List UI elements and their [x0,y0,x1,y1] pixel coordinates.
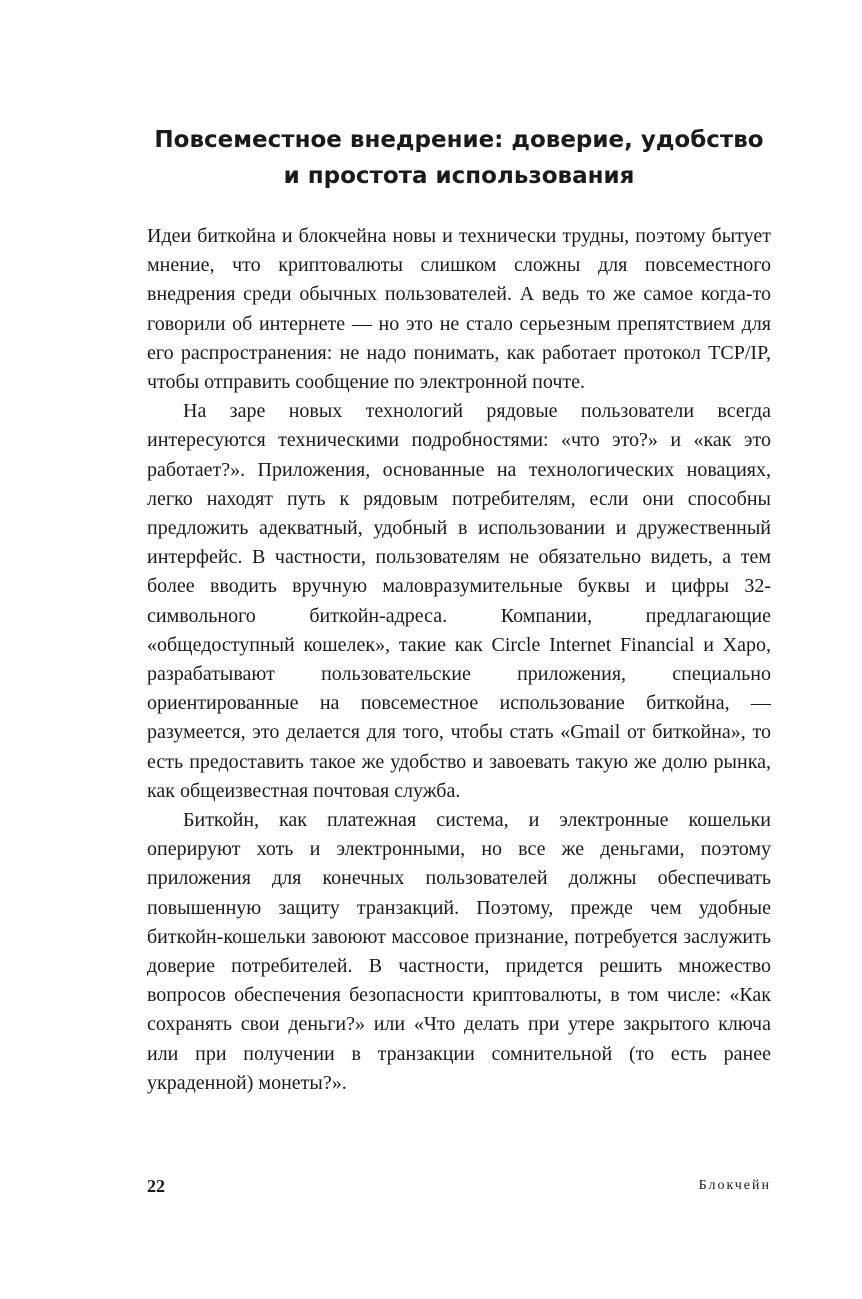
paragraph-3: Биткойн, как платежная система, и электронные кошельки оперируют хоть и электронными, но все же деньгами, поэтому приложения для конечных пользователей должны обеспечивать повышенную защиту транзакций. Поэтому, прежде чем удобные биткойн-кошельки завоюют массовое признание, потребуется заслужить доверие потребителей. В частности, придется решить множество вопросов обеспечения безопасности криптовалюты, в том числе: «Как сохранять свои деньги?» или «Что делать при утере закрытого ключа или при получении в транзакции сомнительной (то есть ранее украденной) монеты?». [147,809,771,1094]
page-number: 22 [147,1176,165,1196]
page-footer [147,1176,771,1200]
section-heading [147,122,771,194]
section-heading-line-1: Повсеместное внедрение: доверие, удобство [154,127,764,153]
section-heading-line-2: и простота использования [283,163,635,189]
body-text [147,222,771,1098]
paragraph-1: Идеи биткойна и блокчейна новы и технически трудны, поэтому бытует мнение, что криптовалюты слишком сложны для повсеместного внедрения среди обычных пользователей. А ведь то же самое когда-то говорили об интернете — но это не стало серьезным препятствием для его распространения: не надо понимать, как работает протокол TCP/IP, чтобы отправить сообщение по электронной почте. [147,225,771,394]
paragraph-2: На заре новых технологий рядовые пользователи всегда интересуются техническими подробностями: «что это?» и «как это работает?». Приложения, основанные на технологических новациях, легко находят путь к рядовым потребителям, если они способны предложить адекватный, удобный в использовании и дружественный интерфейс. В частности, пользователям не обязательно видеть, а тем более вводить вручную маловразумительные буквы и цифры 32-символьного биткойн-адреса. Компании, предлагающие «общедоступный кошелек», такие как Circle Internet Financial и Xapo, разрабатывают пользовательские приложения, специально ориентированные на повсеместное использование биткойна, — разумеется, это делается для того, чтобы стать «Gmail от биткойна», то есть предоставить такое же удобство и завоевать такую же долю рынка, как общеизвестная почтовая служба. [147,400,771,802]
running-title: Блокчейн [698,1178,771,1193]
